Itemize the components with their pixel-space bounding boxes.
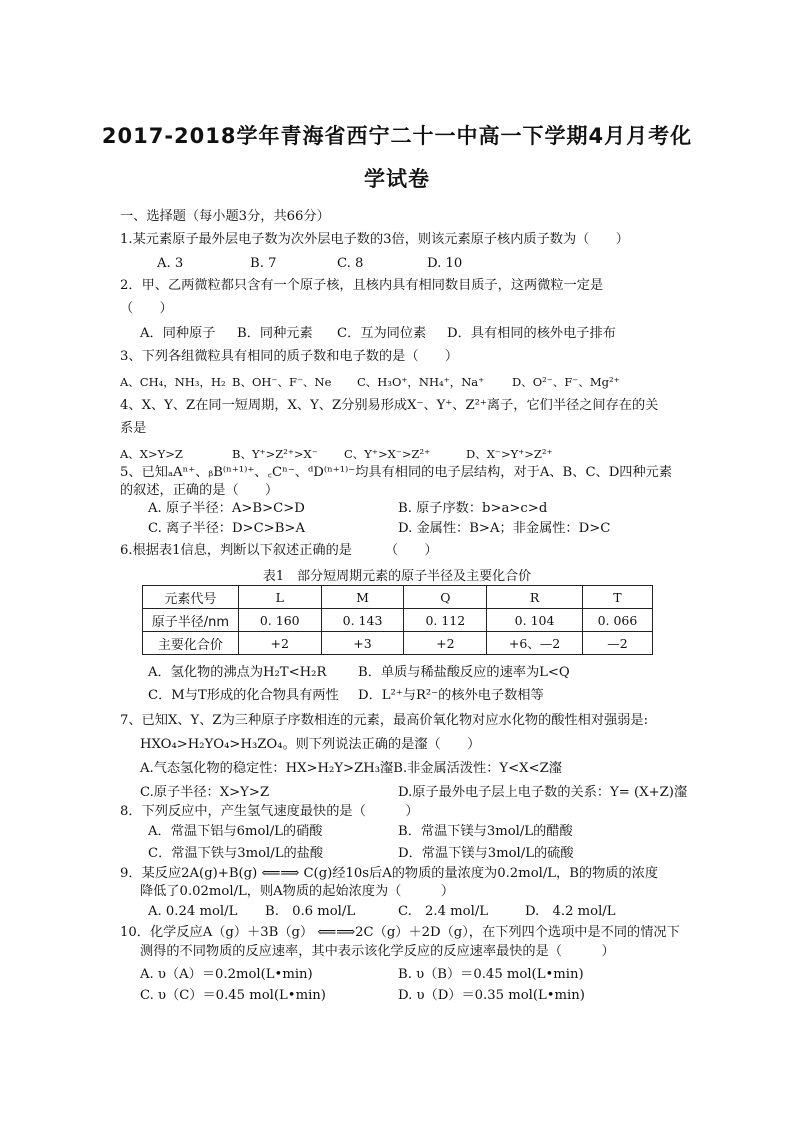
q4-option-c: C、Y⁺>X⁻>Z²⁺	[344, 447, 431, 461]
q10-option-d: D. υ（D）＝0.35 mol(L•min)	[398, 988, 585, 1003]
page-title-line-1: 2017-2018学年青海省西宁二十一中高一下学期4月月考化	[101, 124, 693, 148]
table-row	[143, 586, 653, 609]
q4-stem-line-2: 系是	[120, 421, 147, 436]
table-cell: 0. 160	[238, 609, 321, 632]
q7-option-d: D.原子最外电子层上电子数的关系：Y= (X+Z)瀣	[398, 785, 688, 800]
page-title-line-2: 学试卷	[364, 167, 430, 191]
q8-option-b: B．常温下镁与3mol/L的醋酸	[398, 824, 573, 839]
table-header-cell: T	[582, 586, 652, 609]
q9-stem-line-2: 降低了0.02mol/L，则A物质的起始浓度为（ ）	[140, 884, 455, 899]
q5-option-c: C. 离子半径：D>C>B>A	[148, 521, 305, 536]
q4-option-b: B、Y⁺>Z²⁺>X⁻	[232, 447, 318, 461]
q7-option-c: C.原子半径：X>Y>Z	[140, 785, 270, 800]
q1-option-c: C. 8	[337, 256, 364, 271]
q5-stem-line-1: 5、已知ₐAⁿ⁺、ᵦB⁽ⁿ⁺¹⁾⁺、꜀Cⁿ⁻、ᵈD⁽ⁿ⁺¹⁾⁻均具有相同的电子层结构，对于A、B、C、D四种元素	[120, 465, 673, 480]
q10-stem-line-1: 10．化学反应A（g）＋3B（g） ⟸⟹2C（g）＋2D（g），在下列四个选项中是不同的情况下	[120, 925, 680, 940]
q3-option-b: B、OH⁻、F⁻、Ne	[232, 375, 332, 389]
q6-option-b: B．单质与稀盐酸反应的速率为L<Q	[358, 665, 570, 680]
q2-option-b: B．同种元素	[237, 326, 313, 341]
q4-stem-line-1: 4、X、Y、Z在同一短周期，X、Y、Z分别易形成X⁻、Y⁺、Z²⁺离子，它们半径之间存在的关	[120, 398, 659, 413]
q9-option-a: A. 0.24 mol/L	[148, 904, 238, 919]
q1-option-d: D. 10	[427, 256, 463, 271]
q10-option-a: A. υ（A）＝0.2mol(L•min)	[140, 967, 313, 982]
q7-stem-line-2: HXO₄>H₂YO₄>H₃ZO₄。则下列说法正确的是瀣（ ）	[140, 737, 481, 752]
q4-option-d: D、X⁻>Y⁺>Z²⁺	[466, 447, 553, 461]
q1-option-a: A. 3	[157, 256, 184, 271]
q3-option-c: C、H₃O⁺，NH₄⁺，Na⁺	[357, 375, 485, 389]
q5-option-d: D. 金属性：B>A；非金属性：D>C	[398, 521, 611, 536]
q9-option-d: D. 4.2 mol/L	[525, 904, 616, 919]
table-cell: 0. 112	[404, 609, 487, 632]
q10-option-b: B. υ（B）＝0.45 mol(L•min)	[398, 967, 584, 982]
q5-stem-line-2: 的叙述，正确的是（ ）	[120, 483, 279, 498]
q6-stem: 6.根据表1信息，判断以下叙述正确的是 （ ）	[120, 543, 438, 558]
q8-stem: 8．下列反应中，产生氢气速度最快的是（ ）	[120, 804, 419, 819]
q8-option-d: D．常温下镁与3mol/L的硫酸	[398, 846, 574, 861]
section-heading: 一、选择题（每小题3分，共66分）	[120, 209, 330, 224]
table-cell: 0. 104	[487, 609, 583, 632]
table-header-cell: L	[238, 586, 321, 609]
table-header-cell: Q	[404, 586, 487, 609]
element-data-table	[142, 585, 653, 655]
q5-option-a: A. 原子半径：A>B>C>D	[148, 501, 305, 516]
q3-stem: 3、下列各组微粒具有相同的质子数和电子数的是（ ）	[120, 349, 459, 364]
q3-option-d: D、O²⁻、F⁻、Mg²⁺	[512, 375, 620, 389]
q6-option-c: C．M与T形成的化合物具有两性	[148, 688, 339, 703]
table-row-label: 主要化合价	[143, 632, 239, 655]
table-cell: +3	[321, 632, 404, 655]
table-header-cell: R	[487, 586, 583, 609]
q5-option-b: B. 原子序数：b>a>c>d	[398, 501, 548, 516]
q6-option-d: D．L²⁺与R²⁻的核外电子数相等	[358, 688, 544, 703]
q2-option-c: C．互为同位素	[337, 326, 427, 341]
table-row	[143, 632, 653, 655]
q9-option-b: B. 0.6 mol/L	[265, 904, 356, 919]
table-cell: +2	[404, 632, 487, 655]
q10-stem-line-2: 测得的不同物质的反应速率，其中表示该化学反应的反应速率最快的是（ ）	[140, 944, 615, 959]
table-row	[143, 609, 653, 632]
table-caption: 表1 部分短周期元素的原子半径及主要化合价	[262, 569, 532, 584]
q1-stem: 1.某元素原子最外层电子数为次外层电子数的3倍，则该元素原子核内质子数为（ ）	[120, 232, 629, 247]
q10-option-c: C. υ（C）＝0.45 mol(L•min)	[140, 988, 326, 1003]
q8-option-a: A．常温下铝与6mol/L的硝酸	[148, 824, 323, 839]
q2-stem-line-1: 2．甲、乙两微粒都只含有一个原子核，且核内具有相同数目质子，这两微粒一定是	[120, 278, 604, 293]
q2-option-a: A．同种原子	[140, 326, 216, 341]
q7-stem-line-1: 7、已知X、Y、Z为三种原子序数相连的元素，最高价氧化物对应水化物的酸性相对强弱是:	[120, 713, 649, 728]
table-cell: —2	[582, 632, 652, 655]
q9-stem-line-1: 9．某反应2A(g)+B(g) ⟸⟹ C(g)经10s后A的物质的量浓度为0.2mol/L，B的物质的浓度	[120, 866, 659, 881]
table-cell: +6、—2	[487, 632, 583, 655]
table-cell: +2	[238, 632, 321, 655]
q6-option-a: A．氢化物的沸点为H₂T<H₂R	[148, 665, 327, 680]
q8-option-c: C．常温下铁与3mol/L的盐酸	[148, 846, 324, 861]
table-header-cell: M	[321, 586, 404, 609]
q9-option-c: C. 2.4 mol/L	[398, 904, 489, 919]
q4-option-a: A、X>Y>Z	[120, 447, 183, 461]
q1-option-b: B. 7	[250, 256, 277, 271]
table-cell: 0. 143	[321, 609, 404, 632]
table-row-label: 原子半径/nm	[143, 609, 239, 632]
q2-option-d: D．具有相同的核外电子排布	[447, 326, 616, 341]
table-cell: 0. 066	[582, 609, 652, 632]
q7-option-ab: A.气态氢化物的稳定性：HX>H₂Y>ZH₃瀣B.非金属活泼性：Y<X<Z瀣	[140, 761, 562, 776]
q2-stem-line-2: （ ）	[120, 301, 173, 316]
table-row-label: 元素代号	[143, 586, 239, 609]
q3-option-a: A、CH₄，NH₃，H₂	[120, 375, 226, 389]
